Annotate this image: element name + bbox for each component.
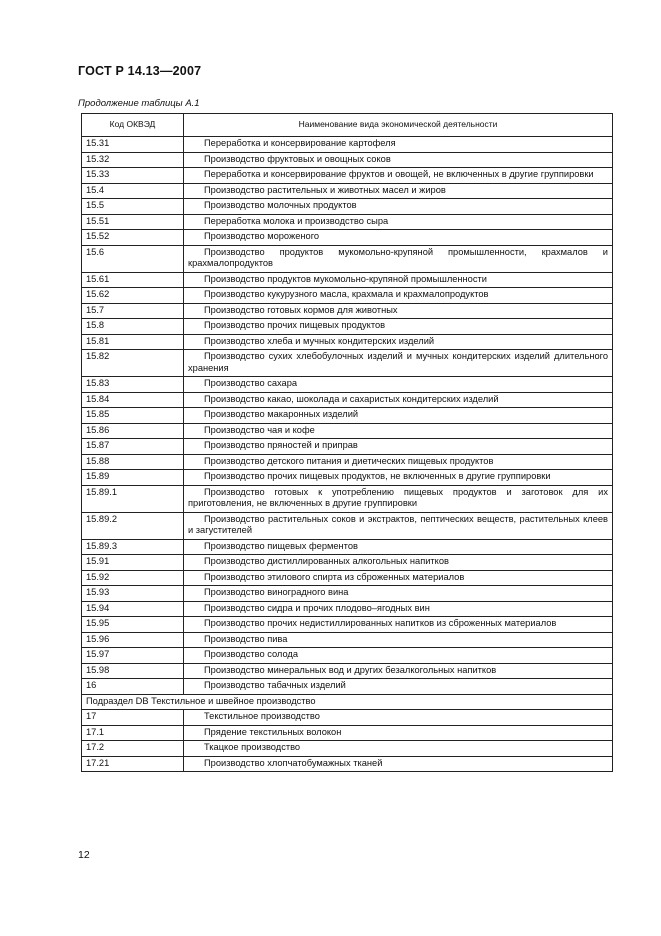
table-row bbox=[82, 512, 613, 539]
okved-code: 15.86 bbox=[82, 423, 184, 439]
activity-name: Производство пива bbox=[184, 632, 613, 648]
activity-name: Производство кукурузного масла, крахмала и крахмалопродуктов bbox=[184, 288, 613, 304]
okved-code: 16 bbox=[82, 679, 184, 695]
page-number: 12 bbox=[78, 849, 90, 861]
subsection-row bbox=[82, 694, 613, 710]
activity-name: Переработка и консервирование фруктов и овощей, не включенных в другие группировки bbox=[184, 168, 613, 184]
table-row bbox=[82, 555, 613, 571]
okved-code: 15.4 bbox=[82, 183, 184, 199]
activity-name: Ткацкое производство bbox=[184, 741, 613, 757]
table-row bbox=[82, 710, 613, 726]
activity-name: Производство чая и кофе bbox=[184, 423, 613, 439]
okved-code: 15.87 bbox=[82, 439, 184, 455]
table-row bbox=[82, 168, 613, 184]
okved-code: 15.96 bbox=[82, 632, 184, 648]
okved-code: 15.52 bbox=[82, 230, 184, 246]
okved-code: 17.21 bbox=[82, 756, 184, 772]
table-row bbox=[82, 648, 613, 664]
okved-code: 15.81 bbox=[82, 334, 184, 350]
okved-code: 17.1 bbox=[82, 725, 184, 741]
activity-name: Производство растительных и животных масел и жиров bbox=[184, 183, 613, 199]
table-row bbox=[82, 741, 613, 757]
table-row bbox=[82, 152, 613, 168]
table-row bbox=[82, 230, 613, 246]
column-header-code: Код ОКВЭД bbox=[82, 114, 184, 137]
table-row bbox=[82, 377, 613, 393]
okved-code: 15.82 bbox=[82, 350, 184, 377]
okved-code: 15.95 bbox=[82, 617, 184, 633]
activity-name: Производство сахара bbox=[184, 377, 613, 393]
activity-name: Производство пряностей и приправ bbox=[184, 439, 613, 455]
okved-code: 15.93 bbox=[82, 586, 184, 602]
document-header: ГОСТ Р 14.13—2007 bbox=[78, 64, 202, 78]
activity-name: Производство прочих пищевых продуктов, не включенных в другие группировки bbox=[184, 470, 613, 486]
okved-code: 15.89.2 bbox=[82, 512, 184, 539]
okved-code: 17.2 bbox=[82, 741, 184, 757]
okved-code: 15.62 bbox=[82, 288, 184, 304]
table-row bbox=[82, 617, 613, 633]
table-row bbox=[82, 470, 613, 486]
table-caption: Продолжение таблицы А.1 bbox=[78, 98, 200, 109]
activity-name: Производство виноградного вина bbox=[184, 586, 613, 602]
activity-name: Производство молочных продуктов bbox=[184, 199, 613, 215]
activity-name: Производство фруктовых и овощных соков bbox=[184, 152, 613, 168]
table-row bbox=[82, 392, 613, 408]
subsection-title: Подраздел DB Текстильное и швейное производство bbox=[82, 694, 613, 710]
okved-code: 15.89.3 bbox=[82, 539, 184, 555]
okved-code: 15.84 bbox=[82, 392, 184, 408]
activity-name: Производство готовых к употреблению пищевых продуктов и заготовок для их приготовления, не включенных в другие группировки bbox=[184, 485, 613, 512]
activity-name: Производство солода bbox=[184, 648, 613, 664]
table-row bbox=[82, 632, 613, 648]
okved-code: 15.7 bbox=[82, 303, 184, 319]
okved-code: 15.98 bbox=[82, 663, 184, 679]
okved-table bbox=[81, 113, 613, 772]
okved-code: 15.8 bbox=[82, 319, 184, 335]
table-row bbox=[82, 408, 613, 424]
table-row bbox=[82, 663, 613, 679]
table-row bbox=[82, 454, 613, 470]
activity-name: Производство продуктов мукомольно-крупяной промышленности bbox=[184, 272, 613, 288]
okved-code: 15.61 bbox=[82, 272, 184, 288]
table-row bbox=[82, 570, 613, 586]
activity-name: Производство табачных изделий bbox=[184, 679, 613, 695]
activity-name: Производство прочих недистиллированных напитков из сброженных материалов bbox=[184, 617, 613, 633]
okved-code: 15.94 bbox=[82, 601, 184, 617]
activity-name: Производство хлеба и мучных кондитерских изделий bbox=[184, 334, 613, 350]
okved-code: 15.32 bbox=[82, 152, 184, 168]
activity-name: Производство мороженого bbox=[184, 230, 613, 246]
table-row bbox=[82, 245, 613, 272]
table-row bbox=[82, 288, 613, 304]
table-row bbox=[82, 334, 613, 350]
table-row bbox=[82, 725, 613, 741]
okved-code: 15.91 bbox=[82, 555, 184, 571]
table-row bbox=[82, 539, 613, 555]
table-row bbox=[82, 485, 613, 512]
okved-code: 15.51 bbox=[82, 214, 184, 230]
activity-name: Производство минеральных вод и других безалкогольных напитков bbox=[184, 663, 613, 679]
table-row bbox=[82, 350, 613, 377]
table-header-row bbox=[82, 114, 613, 137]
table-row bbox=[82, 586, 613, 602]
activity-name: Производство какао, шоколада и сахаристых кондитерских изделий bbox=[184, 392, 613, 408]
table-row bbox=[82, 183, 613, 199]
activity-name: Производство прочих пищевых продуктов bbox=[184, 319, 613, 335]
okved-code: 15.5 bbox=[82, 199, 184, 215]
activity-name: Производство дистиллированных алкогольных напитков bbox=[184, 555, 613, 571]
activity-name: Производство пищевых ферментов bbox=[184, 539, 613, 555]
table-row bbox=[82, 601, 613, 617]
okved-code: 17 bbox=[82, 710, 184, 726]
okved-code: 15.33 bbox=[82, 168, 184, 184]
activity-name: Производство растительных соков и экстрактов, пептических веществ, растительных клеев и загустителей bbox=[184, 512, 613, 539]
okved-code: 15.83 bbox=[82, 377, 184, 393]
table-row bbox=[82, 199, 613, 215]
table-row bbox=[82, 214, 613, 230]
table-row bbox=[82, 272, 613, 288]
activity-name: Производство продуктов мукомольно-крупяной промышленности, крахмалов и крахмалопродуктов bbox=[184, 245, 613, 272]
activity-name: Производство этилового спирта из сброженных материалов bbox=[184, 570, 613, 586]
activity-name: Переработка и консервирование картофеля bbox=[184, 137, 613, 153]
activity-name: Производство хлопчатобумажных тканей bbox=[184, 756, 613, 772]
okved-code: 15.85 bbox=[82, 408, 184, 424]
okved-code: 15.97 bbox=[82, 648, 184, 664]
table-row bbox=[82, 679, 613, 695]
okved-code: 15.89.1 bbox=[82, 485, 184, 512]
activity-name: Производство готовых кормов для животных bbox=[184, 303, 613, 319]
table-row bbox=[82, 137, 613, 153]
activity-name: Текстильное производство bbox=[184, 710, 613, 726]
okved-code: 15.89 bbox=[82, 470, 184, 486]
column-header-name: Наименование вида экономической деятельности bbox=[184, 114, 613, 137]
table-row bbox=[82, 439, 613, 455]
table-row bbox=[82, 423, 613, 439]
okved-code: 15.6 bbox=[82, 245, 184, 272]
okved-code: 15.92 bbox=[82, 570, 184, 586]
activity-name: Производство сухих хлебобулочных изделий и мучных кондитерских изделий длительного хранения bbox=[184, 350, 613, 377]
table-row bbox=[82, 756, 613, 772]
activity-name: Производство макаронных изделий bbox=[184, 408, 613, 424]
activity-name: Производство детского питания и диетических пищевых продуктов bbox=[184, 454, 613, 470]
activity-name: Переработка молока и производство сыра bbox=[184, 214, 613, 230]
okved-code: 15.88 bbox=[82, 454, 184, 470]
table-row bbox=[82, 319, 613, 335]
table-body-after-subsection bbox=[82, 710, 613, 772]
table-row bbox=[82, 303, 613, 319]
activity-name: Прядение текстильных волокон bbox=[184, 725, 613, 741]
table-body bbox=[82, 137, 613, 695]
activity-name: Производство сидра и прочих плодово–ягодных вин bbox=[184, 601, 613, 617]
okved-code: 15.31 bbox=[82, 137, 184, 153]
